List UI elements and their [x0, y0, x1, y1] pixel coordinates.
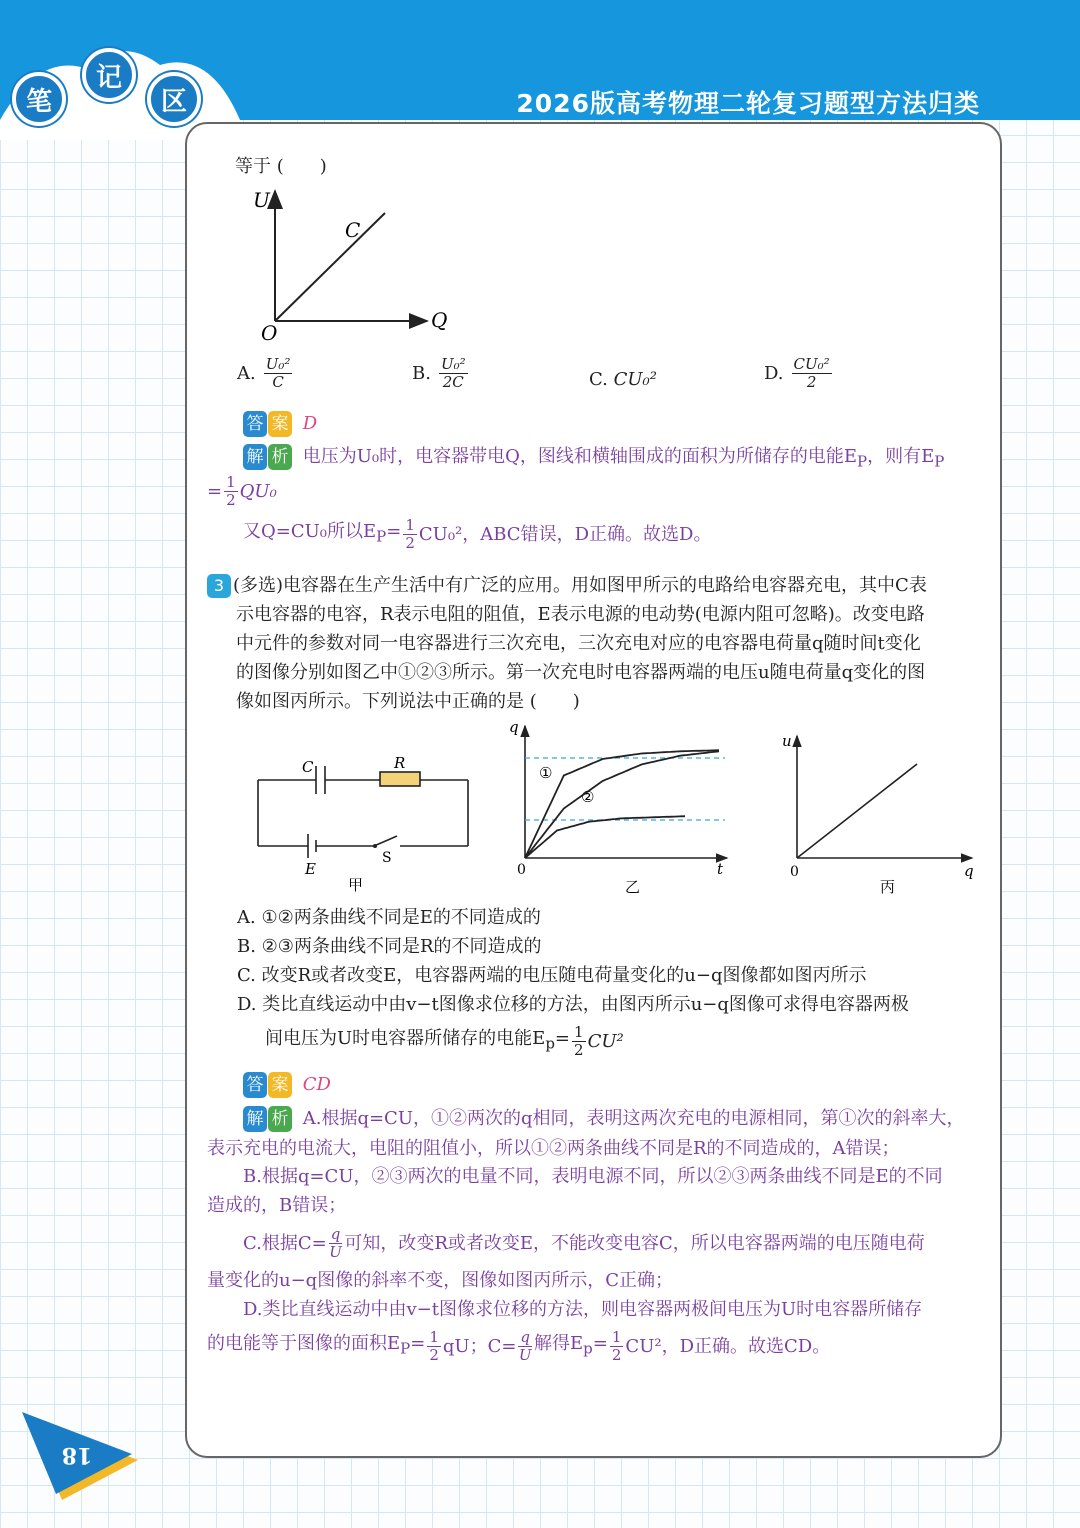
q3-option-a[interactable]: A. ①②两条曲线不同是E的不同造成的: [237, 907, 541, 928]
q2-answer-row: [243, 409, 317, 438]
q2-option-d[interactable]: [764, 356, 834, 391]
q3-analysis-a1: 解 析 A.根据q=CU，①②两次的q相同，表明这两次充电的电源相同，第①次的斜率大，: [243, 1104, 965, 1133]
q3-stem-line-3: 中元件的参数对同一电容器进行三次充电，三次充电对应的电容器电荷量q随时间t变化: [236, 633, 921, 654]
q2-option-c-label: C.: [589, 369, 608, 390]
page-number-badge: [22, 1412, 142, 1502]
q3-analysis-a2: 表示充电的电流大，电阻的阻值小，所以①②两条曲线不同是R的不同造成的，A错误；: [207, 1138, 900, 1159]
q3-number: 3: [207, 574, 231, 598]
svg-text:q: q: [964, 862, 974, 880]
q2-option-d-num: CU₀²: [793, 355, 830, 373]
q2-option-a[interactable]: [237, 356, 294, 391]
q2-option-d-label: D.: [764, 363, 784, 384]
q2-origin: O: [261, 321, 278, 345]
q3-stem-line-5: 像如图丙所示。下列说法中正确的是 ( ): [236, 691, 580, 712]
q3-analysis-d1: D.类比直线运动中由v−t图像求位移的方法，则电容器两极间电压为U时电容器所储存: [243, 1299, 923, 1320]
q3-option-d[interactable]: D. 类比直线运动中由v−t图像求位移的方法，由图丙所示u−q图像可求得电容器两极: [237, 994, 909, 1015]
header-badge-2: 记: [82, 48, 136, 102]
q2-answer: D: [302, 413, 318, 434]
svg-text:C: C: [302, 758, 314, 776]
fig-yi-chart: [505, 718, 735, 898]
q3-answer: CD: [302, 1074, 331, 1095]
q3-option-d-line2: 间电压为U时电容器所储存的电能$E_p=$ $\frac{1}{2}$ CU²: [265, 1023, 624, 1059]
q3-stem-line-4: 的图像分别如图乙中①②③所示。第一次充电时电容器两端的电压u随电荷量q变化的图: [236, 662, 926, 683]
q2-option-a-num: U₀²: [265, 355, 291, 373]
q2-option-c[interactable]: [589, 365, 657, 394]
u-q-line: [797, 764, 917, 858]
q3-answer-row: 答 案 CD: [243, 1070, 331, 1099]
resistor: [380, 772, 420, 786]
q2-x-label: Q: [431, 308, 448, 332]
fig-bing-chart: [780, 730, 980, 898]
q3-analysis-c2: 量变化的u−q图像的斜率不变，图像如图丙所示，C正确；: [207, 1270, 673, 1291]
q3-stem-line-1: 3 (多选)电容器在生产生活中有广泛的应用。用如图甲所示的电路给电容器充电，其中C表: [207, 571, 927, 600]
q3-analysis-d2: 的电能等于图像的面积$E_P=$ $\frac{1}{2}$ qU；C= $\frac{q}{U}$ 解得$E_p=$ $\frac{1}{2}$ CU²，D正确。故选CD。: [207, 1328, 831, 1364]
curve-1-label: ①: [539, 764, 553, 782]
q2-option-c-text: CU₀²: [613, 369, 657, 390]
svg-text:t: t: [717, 860, 724, 878]
q2-option-a-den: C: [272, 373, 284, 391]
fig-bing-caption: 丙: [880, 878, 896, 896]
q3-analysis-b1: B.根据q=CU，②③两次的电量不同，表明电源不同，所以②③两条曲线不同是E的不同: [243, 1166, 943, 1187]
fig-jia-circuit: [250, 752, 480, 897]
q2-line-label: C: [345, 218, 361, 242]
q2-y-label: U: [253, 188, 270, 212]
q2-graph: [245, 185, 460, 345]
q3-option-b[interactable]: B. ②③两条曲线不同是R的不同造成的: [237, 936, 542, 957]
fig-yi-caption: 乙: [625, 878, 641, 896]
q2-option-d-den: 2: [806, 373, 817, 391]
answer-tag: 答 案: [243, 411, 293, 437]
svg-text:0: 0: [517, 862, 526, 878]
curve-2: [525, 751, 719, 858]
q3-analysis-c1: C.根据C= $\frac{q}{U}$ 可知，改变R或者改变E，不能改变电容C，所以电容器两端的电压随电荷: [243, 1225, 925, 1261]
q2-stem-tail: 等于 ( ): [235, 156, 327, 177]
q2-analysis-line3: 又Q=CU₀所以$E_P=$ $\frac{1}{2}$ CU₀²，ABC错误，D正确。故选D。: [243, 516, 712, 552]
q2-option-b[interactable]: [412, 356, 470, 391]
q3-analysis-b2: 造成的，B错误；: [207, 1195, 347, 1216]
q2-option-b-den: 2C: [442, 373, 464, 391]
q3-stem-line-2: 示电容器的电容，R表示电阻的阻值，E表示电源的电动势(电源内阻可忽略)。改变电路: [236, 604, 925, 625]
curve-2-label: ②: [581, 788, 595, 806]
header-badge-3: 区: [147, 72, 201, 126]
page-title: 2026版高考物理二轮复习题型方法归类: [516, 89, 980, 118]
svg-text:q: q: [509, 718, 519, 736]
header-badge-1: 笔: [12, 72, 66, 126]
q2-analysis-line1: 解 析 电压为U₀时，电容器带电Q，图线和横轴围成的面积为所储存的电能$E_P$，则有$E_P$: [243, 442, 944, 477]
svg-text:R: R: [394, 754, 406, 772]
svg-text:S: S: [382, 850, 392, 866]
curve-3: [525, 816, 685, 858]
svg-text:u: u: [782, 732, 792, 750]
q2-line-c: [275, 213, 385, 321]
fig-jia-caption: 甲: [348, 876, 364, 894]
q2-option-b-label: B.: [412, 363, 431, 384]
svg-text:0: 0: [790, 864, 799, 880]
page-number: 18: [61, 1442, 93, 1468]
analysis-tag: 解 析: [243, 444, 293, 470]
svg-text:E: E: [305, 860, 316, 878]
q2-analysis-line2: = $\frac{1}{2}$ QU₀: [207, 473, 277, 509]
q2-option-b-num: U₀²: [440, 355, 466, 373]
curve-1: [525, 750, 719, 858]
switch: [374, 836, 397, 846]
q2-option-a-label: A.: [237, 363, 256, 384]
q3-option-c[interactable]: C. 改变R或者改变E，电容器两端的电压随电荷量变化的u−q图像都如图丙所示: [237, 965, 867, 986]
